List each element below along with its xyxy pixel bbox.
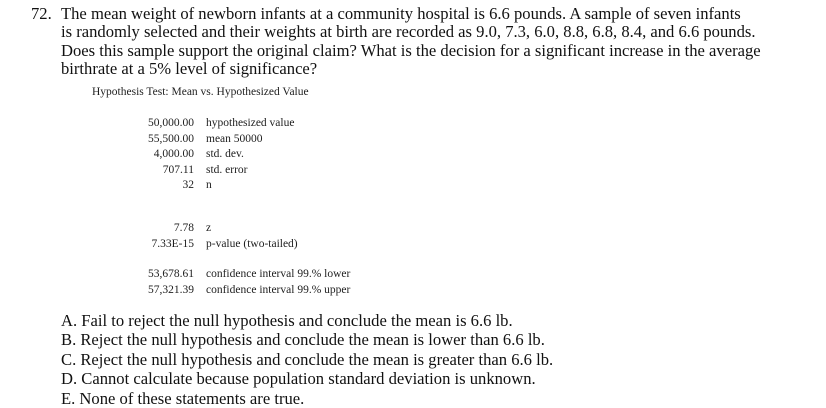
test-results [120,221,298,252]
output-row [120,132,294,148]
question-block [31,5,821,79]
question-line: The mean weight of newborn infants at a community hospital is 6.6 pounds. A sample of seven infants [61,4,741,23]
question-number: 72. [31,4,52,23]
output-row [120,221,298,237]
output-value: 7.33E-15 [151,237,194,250]
output-value: 7.78 [173,222,194,234]
output-value: 50,000.00 [148,117,194,129]
output-value: 32 [182,179,194,191]
output-value: 53,678.61 [148,268,194,280]
output-title: Hypothesis Test: Mean vs. Hypothesized Value [92,86,309,98]
output-label: p-value (two-tailed) [206,237,298,250]
option-c[interactable]: C. Reject the null hypothesis and conclude the mean is greater than 6.6 lb. [61,349,554,369]
confidence-interval [120,267,350,298]
question-text [61,5,821,79]
output-row [120,163,294,179]
output-label: confidence interval 99.% upper [206,283,351,296]
question-line: is randomly selected and their weights at birth are recorded as 9.0, 7.3, 6.0, 8.8, 6.8, 8.4, and 6.6 pounds. [61,22,756,42]
option-e[interactable]: E. None of these statements are true. [61,388,305,408]
answer-options [61,311,553,408]
output-row [120,116,294,132]
question-line: birthrate at a 5% level of significance? [61,59,318,79]
summary-statistics [120,116,294,194]
output-row [120,178,294,194]
output-label: std. dev. [206,148,244,160]
option-b[interactable]: B. Reject the null hypothesis and conclude the mean is lower than 6.6 lb. [61,330,545,350]
output-row [120,237,298,253]
output-label: std. error [206,163,248,176]
output-row [120,267,350,283]
question-line: Does this sample support the original claim? What is the decision for a significant increase in the average [61,40,761,60]
output-row [120,147,294,163]
output-value: 707.11 [162,163,194,176]
output-label: hypothesized value [206,117,295,129]
output-row [120,283,350,299]
output-value: 55,500.00 [148,132,194,145]
option-a[interactable]: A. Fail to reject the null hypothesis and conclude the mean is 6.6 lb. [61,311,513,330]
output-label: n [206,179,212,191]
option-d[interactable]: D. Cannot calculate because population standard deviation is unknown. [61,369,536,389]
output-value: 57,321.39 [148,283,194,296]
output-value: 4,000.00 [153,148,194,160]
output-label: confidence interval 99.% lower [206,268,351,280]
output-label: mean 50000 [206,132,263,145]
output-label: z [206,222,212,234]
